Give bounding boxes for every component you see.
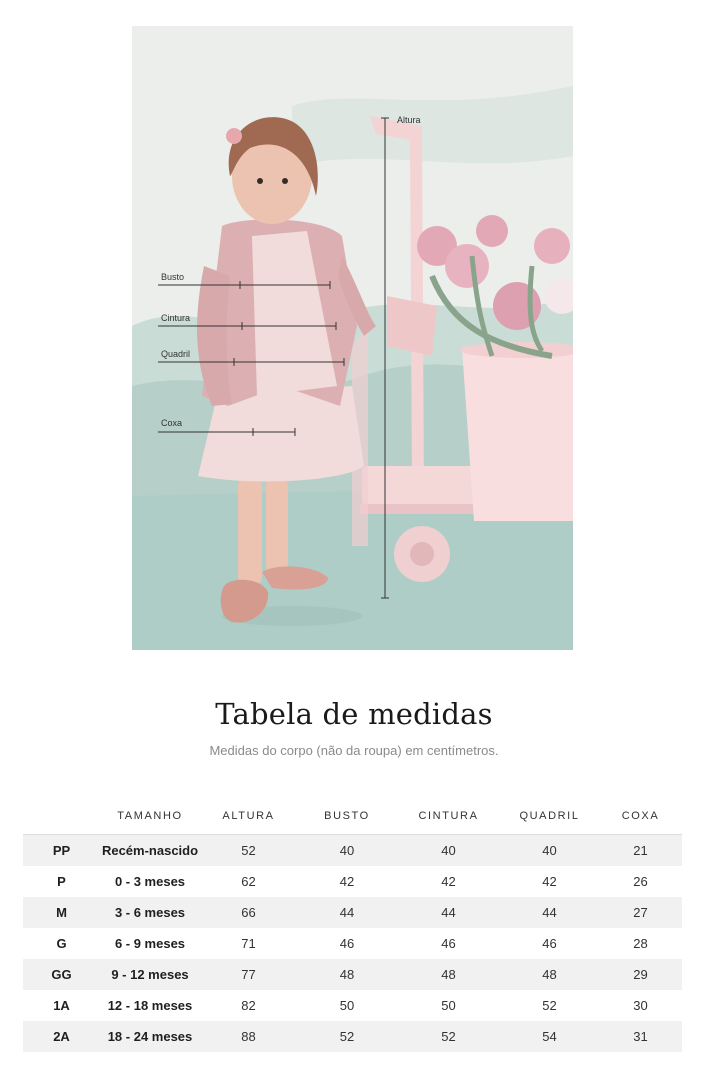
header-size: TAMANHO — [100, 798, 200, 835]
cell-thigh: 31 — [599, 1021, 682, 1052]
cell-hip: 40 — [500, 835, 599, 867]
cell-thigh: 29 — [599, 959, 682, 990]
cell-height: 88 — [200, 1021, 297, 1052]
cell-height: 52 — [200, 835, 297, 867]
cell-code: G — [56, 936, 67, 951]
cell-code: GG — [23, 959, 100, 990]
cell-bust: 48 — [297, 959, 397, 990]
cell-bust: 44 — [297, 897, 397, 928]
table-row — [23, 866, 682, 897]
cell-hip: 54 — [500, 1021, 599, 1052]
cell-height: 71 — [241, 936, 256, 951]
photo-illustration — [132, 26, 573, 650]
table-row — [23, 928, 682, 959]
header-height: ALTURA — [200, 798, 297, 835]
header-bust: BUSTO — [297, 798, 397, 835]
cell-code: PP — [23, 835, 100, 867]
table-row — [23, 959, 682, 990]
header-hip: QUADRIL — [500, 798, 599, 835]
cell-waist: 46 — [441, 936, 456, 951]
table-row — [23, 897, 682, 928]
cell-age: 0 - 3 meses — [114, 874, 186, 889]
table-row — [23, 1021, 682, 1052]
cell-waist: 40 — [397, 835, 500, 867]
cell-thigh: 28 — [633, 936, 648, 951]
cell-bust: 50 — [339, 998, 355, 1013]
cell-hip: 48 — [500, 959, 599, 990]
header-code — [23, 798, 100, 835]
cell-bust: 46 — [339, 936, 355, 951]
cell-thigh: 26 — [633, 874, 648, 889]
cell-height: 66 — [200, 897, 297, 928]
cell-age: 18 - 24 meses — [100, 1021, 200, 1052]
cell-thigh: 27 — [599, 897, 682, 928]
page-title: Tabela de medidas — [215, 697, 493, 731]
cell-waist: 50 — [441, 998, 456, 1013]
cell-waist: 52 — [397, 1021, 500, 1052]
label-bust: Busto — [161, 272, 185, 282]
cell-hip: 44 — [500, 897, 599, 928]
cell-height: 82 — [241, 998, 256, 1013]
cell-age: Recém-nascido — [100, 835, 200, 867]
page-subtitle: Medidas do corpo (não da roupa) em centímetros. — [209, 743, 499, 758]
label-thigh: Coxa — [161, 418, 183, 428]
cell-code: 2A — [23, 1021, 100, 1052]
cell-age: 3 - 6 meses — [100, 897, 200, 928]
cell-thigh: 21 — [599, 835, 682, 867]
cell-age: 9 - 12 meses — [100, 959, 200, 990]
label-waist: Cintura — [161, 313, 191, 323]
cell-age: 12 - 18 meses — [107, 998, 193, 1013]
cell-hip: 46 — [542, 936, 557, 951]
cell-code: M — [23, 897, 100, 928]
cell-waist: 48 — [397, 959, 500, 990]
cell-hip: 42 — [542, 874, 557, 889]
cell-bust: 42 — [339, 874, 355, 889]
bucket-illustration — [460, 342, 573, 521]
cell-bust: 52 — [297, 1021, 397, 1052]
header-thigh: COXA — [599, 798, 682, 835]
cell-hip: 52 — [542, 998, 557, 1013]
cell-height: 77 — [200, 959, 297, 990]
label-hip: Quadril — [161, 349, 191, 359]
cell-thigh: 30 — [633, 998, 648, 1013]
table-row — [23, 990, 682, 1021]
cell-code: 1A — [53, 998, 70, 1013]
cell-waist: 44 — [397, 897, 500, 928]
cell-age: 6 - 9 meses — [114, 936, 186, 951]
size-table — [23, 798, 682, 1052]
product-photo — [132, 26, 573, 650]
cell-bust: 40 — [297, 835, 397, 867]
table-header-row — [23, 798, 682, 835]
cell-height: 62 — [241, 874, 256, 889]
cell-waist: 42 — [441, 874, 456, 889]
header-waist: CINTURA — [397, 798, 500, 835]
cell-code: P — [57, 874, 66, 889]
table-row — [23, 835, 682, 867]
label-height: Altura — [397, 115, 421, 125]
